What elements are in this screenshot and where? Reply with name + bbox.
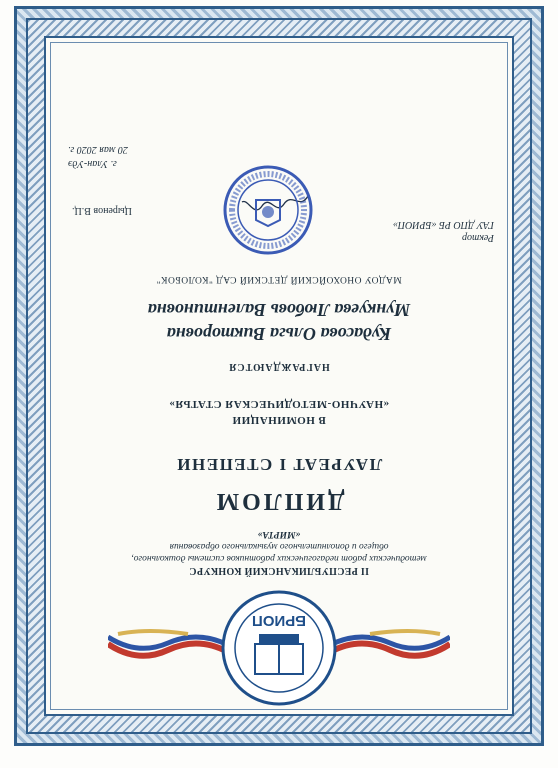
nomination-block: [48, 396, 510, 428]
place-date-block: [68, 142, 128, 170]
laureate-degree: ЛАУРЕАТ I СТЕПЕНИ: [175, 455, 383, 474]
diploma-title: ДИПЛОМ: [213, 488, 345, 514]
recipient-name: Мункуева Любовь Валентиновна: [147, 300, 411, 320]
diploma-content: [48, 40, 510, 712]
contest-name: II РЕСПУБЛИКАНСКИЙ КОНКУРС: [189, 565, 369, 576]
diploma-sheet: [14, 6, 544, 746]
contest-block: [48, 528, 510, 576]
organization-name: МАДОУ ОНОХОЙСКИЙ ДЕТСКИЙ САД "КОЛОБОК": [156, 274, 402, 284]
contest-title: «МИРТА»: [257, 529, 301, 539]
signer-institution: ГАУ ДПО РБ «БРИОП»: [392, 219, 494, 230]
contest-description-line1: методических работ педагогических работников системы дошкольного,: [131, 553, 427, 563]
tricolor-ribbon-right-icon: [108, 626, 228, 664]
signer-position: Ректор: [462, 232, 494, 243]
issue-place: г. Улан-Удэ: [68, 158, 117, 169]
institute-emblem: [219, 588, 339, 708]
tricolor-ribbon-left-icon: [330, 626, 450, 664]
signature-role: [314, 218, 494, 244]
issue-date: 20 мая 2020 г.: [68, 144, 128, 155]
nomination-label: В НОМИНАЦИИ: [232, 414, 326, 426]
recipient-name: Кудасова Ольга Викторовна: [166, 324, 392, 344]
recipient-names: [48, 298, 510, 346]
official-stamp-icon: [222, 164, 314, 256]
emblem-name: БРИОП: [251, 612, 307, 629]
signer-name: Цыренов В.Ц.: [72, 205, 132, 216]
contest-description-line2: общего и дополнительного музыкального образования: [169, 541, 389, 551]
awarded-label: НАГРАЖДАЮТСЯ: [228, 361, 330, 372]
nomination-name: «НАУЧНО-МЕТОДИЧЕСКАЯ СТАТЬЯ»: [168, 398, 390, 410]
